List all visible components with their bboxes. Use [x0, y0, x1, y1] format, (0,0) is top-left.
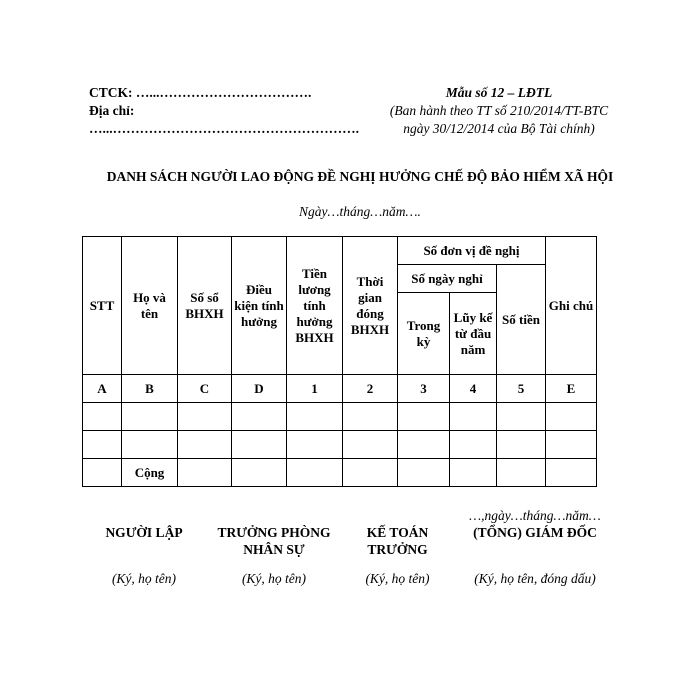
- code-cell: 4: [450, 375, 497, 403]
- benefit-table: [82, 236, 597, 487]
- col-condition: Điều kiện tính hưởng: [232, 237, 287, 375]
- col-group: Số đơn vị đề nghị: [398, 237, 546, 265]
- table-cell: [287, 459, 343, 487]
- date-line: Ngày…tháng…năm….: [299, 204, 421, 219]
- signature-title: (TỔNG) GIÁM ĐỐC: [473, 525, 597, 540]
- table-cell: [497, 403, 546, 431]
- header-right: [386, 84, 612, 138]
- col-days: Số ngày nghỉ: [398, 265, 497, 293]
- code-cell: E: [546, 375, 597, 403]
- code-cell: 2: [343, 375, 398, 403]
- signature-sub: (Ký, họ tên): [241, 571, 307, 586]
- col-in-period: Trong kỳ: [398, 293, 450, 375]
- signature-sub: (Ký, họ tên): [365, 571, 430, 586]
- table-cell: [122, 431, 178, 459]
- table-cell: [232, 459, 287, 487]
- code-cell: 5: [497, 375, 546, 403]
- code-cell: C: [178, 375, 232, 403]
- signature-chief-accountant: [355, 524, 440, 586]
- table-cell: [450, 403, 497, 431]
- table-cell: [343, 431, 398, 459]
- signature-hr-head: [208, 524, 340, 586]
- address-field: …...……………………………………………….: [89, 121, 359, 136]
- signature-title: NGƯỜI LẬP: [105, 525, 183, 540]
- table-cell: [232, 431, 287, 459]
- signature-title: KẾ TOÁN TRƯỞNG: [366, 525, 429, 557]
- code-cell: 3: [398, 375, 450, 403]
- col-amount: Số tiền: [497, 265, 546, 375]
- total-row: [83, 459, 597, 487]
- table-cell: [122, 403, 178, 431]
- header-left: [89, 84, 359, 138]
- address-label: Địa chỉ:: [89, 103, 135, 118]
- table-cell: [343, 403, 398, 431]
- code-cell: D: [232, 375, 287, 403]
- table-row: [83, 431, 597, 459]
- signature-date: …,ngày…tháng…năm…: [469, 508, 601, 523]
- table-cell: [232, 403, 287, 431]
- table-cell: [178, 459, 232, 487]
- table-cell: [83, 431, 122, 459]
- table-cell: [546, 431, 597, 459]
- form-number: Mẫu số 12 – LĐTL: [445, 85, 553, 100]
- table-cell: [546, 459, 597, 487]
- col-name: Họ và tên: [122, 237, 178, 375]
- table-cell: [343, 459, 398, 487]
- table-row: [83, 403, 597, 431]
- code-row: [83, 375, 597, 403]
- signature-director: [455, 524, 615, 586]
- table-cell: [83, 459, 122, 487]
- table-cell: [178, 431, 232, 459]
- code-cell: B: [122, 375, 178, 403]
- table-cell: [450, 431, 497, 459]
- issued-date: ngày 30/12/2014 của Bộ Tài chính): [403, 121, 595, 136]
- signature-sub: (Ký, họ tên): [111, 571, 177, 586]
- table-cell: [287, 403, 343, 431]
- code-cell: A: [83, 375, 122, 403]
- ctck-field: CTCK: …...…………………………….: [89, 85, 312, 100]
- table-cell: [398, 459, 450, 487]
- table-cell: [398, 403, 450, 431]
- total-label: Cộng: [122, 459, 178, 487]
- table-cell: [546, 403, 597, 431]
- table-cell: [83, 403, 122, 431]
- col-salary: Tiền lương tính hưởng BHXH: [287, 237, 343, 375]
- signature-sub: (Ký, họ tên, đóng dấu): [474, 571, 596, 586]
- signature-title: TRƯỞNG PHÒNG NHÂN SỰ: [217, 525, 331, 557]
- col-cumulative: Lũy kế từ đầu năm: [450, 293, 497, 375]
- col-stt: STT: [83, 237, 122, 375]
- signature-preparer: [92, 524, 196, 586]
- col-bhxh-no: Số sổ BHXH: [178, 237, 232, 375]
- table-cell: [178, 403, 232, 431]
- code-cell: 1: [287, 375, 343, 403]
- col-time: Thời gian đóng BHXH: [343, 237, 398, 375]
- col-note: Ghi chú: [546, 237, 597, 375]
- document-title: DANH SÁCH NGƯỜI LAO ĐỘNG ĐỀ NGHỊ HƯỞNG CHẾ ĐỘ BẢO HIỂM XÃ HỘI: [106, 169, 614, 184]
- table-cell: [450, 459, 497, 487]
- issued-by: (Ban hành theo TT số 210/2014/TT-BTC: [389, 103, 609, 118]
- table-cell: [398, 431, 450, 459]
- table-cell: [287, 431, 343, 459]
- table-cell: [497, 431, 546, 459]
- table-cell: [497, 459, 546, 487]
